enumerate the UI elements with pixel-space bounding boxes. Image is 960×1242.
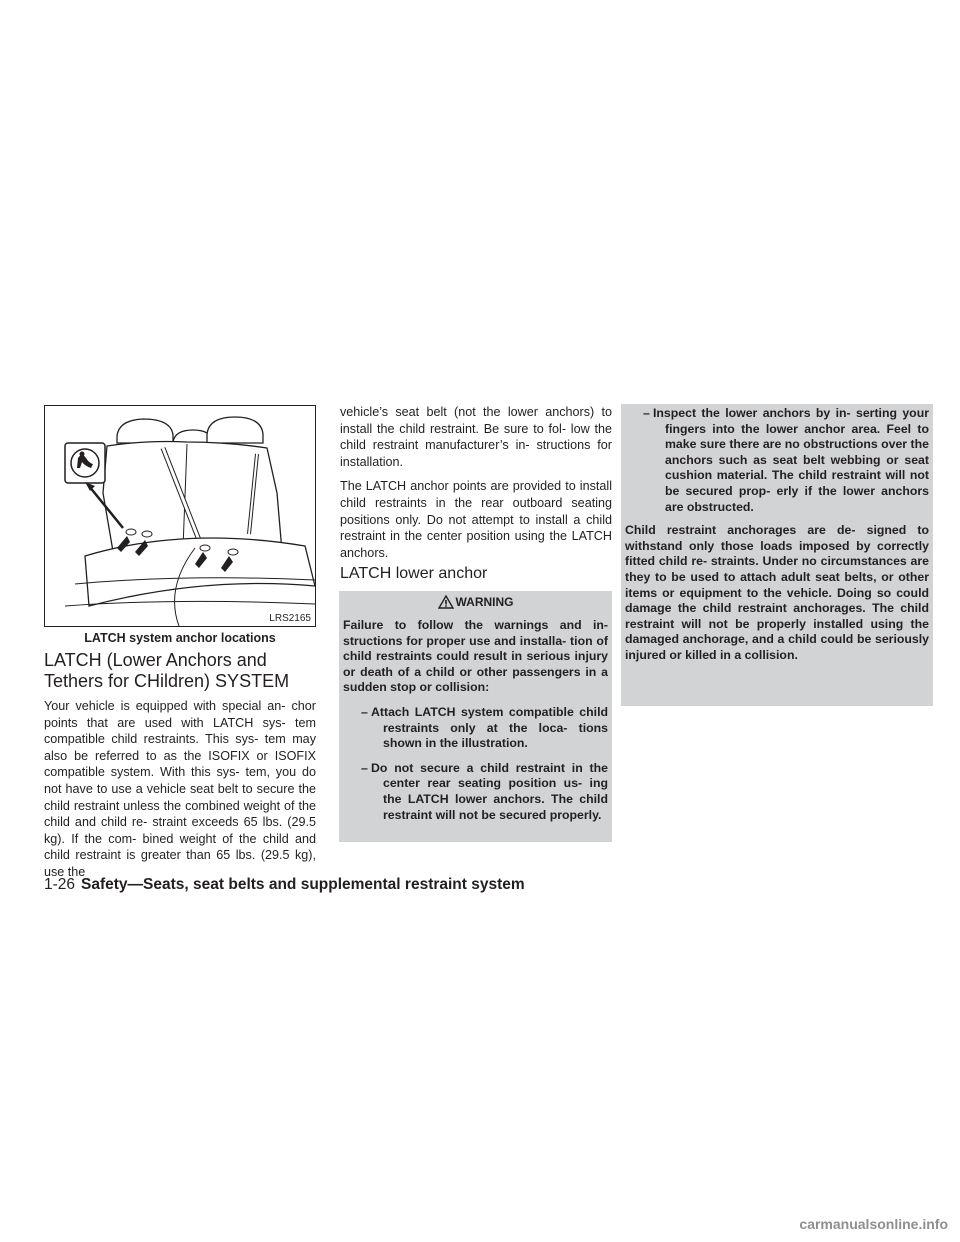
warning-box <box>339 591 612 842</box>
rear-seat-illustration <box>45 406 315 626</box>
col1-body <box>44 698 316 881</box>
figure-caption: LATCH system anchor locations <box>84 631 276 645</box>
warning-bullet-2-text: Do not secure a child restraint in the center rear seating position us- ing the LATCH lower anchors. The child restraint will not be secured properly. <box>371 760 608 822</box>
warning-box-continued <box>621 404 933 706</box>
section-title-line1: LATCH (Lower Anchors and <box>44 650 267 670</box>
chapter-title: Safety—Seats, seat belts and supplemental restraint system <box>81 876 525 893</box>
warning-intro: Failure to follow the warnings and in- structions for proper use and installa- tion of child restraints could result in serious injury or death of a child or other passengers in a sudden stop or collision: <box>343 618 608 695</box>
warning-header <box>339 595 612 609</box>
col1-paragraph: Your vehicle is equipped with special an- chor points that are used with LATCH sys- tem compatible child restraints. This sys- tem may also be referred to as the ISOFIX or ISOFIX compatible system. With this sys- tem, you do not have to use a vehicle seat belt to secure the child restraint unless the combined weight of the child and child re- straint exceeds 65 lbs. (29.5 kg). If the com- bined weight of the child and child restraint is greater than 65 lbs. (29.5 kg), use the <box>44 699 316 879</box>
col2-paragraph-2: The LATCH anchor points are provided to install child restraints in the rear outboard seating positions only. Do not attempt to install a child restraint in the center position using the LATCH anchors. <box>340 479 612 560</box>
warning-closing: Child restraint anchorages are de- signed to withstand only those loads imposed by correctly fitted child re- straints. Under no circumstances are they to be used to attach adult seat belts, or other items or equipment to the vehicle. Doing so could damage the child restraint anchorages. The child restraint will not be properly installed using the damaged anchorage, and a child could be seriously injured or killed in a collision. <box>625 523 929 662</box>
warning-bullet-2: – Do not secure a child restraint in the center rear seating position us- ing the LATCH lower anchors. The child restraint will not be secured properly. <box>361 760 608 822</box>
col2-paragraph-1: vehicle’s seat belt (not the lower anchors) to install the child restraint. Be sure to fol- low the child restraint manufacturer’s in- structions for installation. <box>340 405 612 469</box>
warning-bullet-1-text: Attach LATCH system compatible child restraints only at the loca- tions shown in the illustration. <box>371 704 608 751</box>
section-title-line2: Tethers for CHildren) SYSTEM <box>44 671 290 691</box>
warning-bullet-3: – Inspect the lower anchors by in- serting your fingers into the lower anchor area. Feel to make sure there are no obstructions over the anchors such as seat belt webbing or seat cushion material. The child restraint will not be secured prop- erly if the lower anchors are obstructed. <box>643 406 929 514</box>
subsection-title: LATCH lower anchor <box>340 565 488 582</box>
warning-label: WARNING <box>455 595 514 609</box>
col2-body <box>340 404 612 561</box>
warning-bullet-3-text: Inspect the lower anchors by in- serting your fingers into the lower anchor area. Feel to make sure there are no obstructions over the anchors such as seat belt webbing or seat cushion material. The child restraint will not be secured prop- erly if the lower anchors are obstructed. <box>653 406 929 514</box>
section-title <box>44 650 334 692</box>
figure-code: LRS2165 <box>269 613 311 624</box>
page-footer <box>44 876 525 894</box>
page-number: 1-26 <box>44 876 76 893</box>
warning-bullet-1: – Attach LATCH system compatible child restraints only at the loca- tions shown in the illustration. <box>361 704 608 751</box>
watermark: carmanualsonline.info <box>799 1216 948 1232</box>
illustration-figure <box>44 405 316 627</box>
warning-icon <box>438 595 454 609</box>
